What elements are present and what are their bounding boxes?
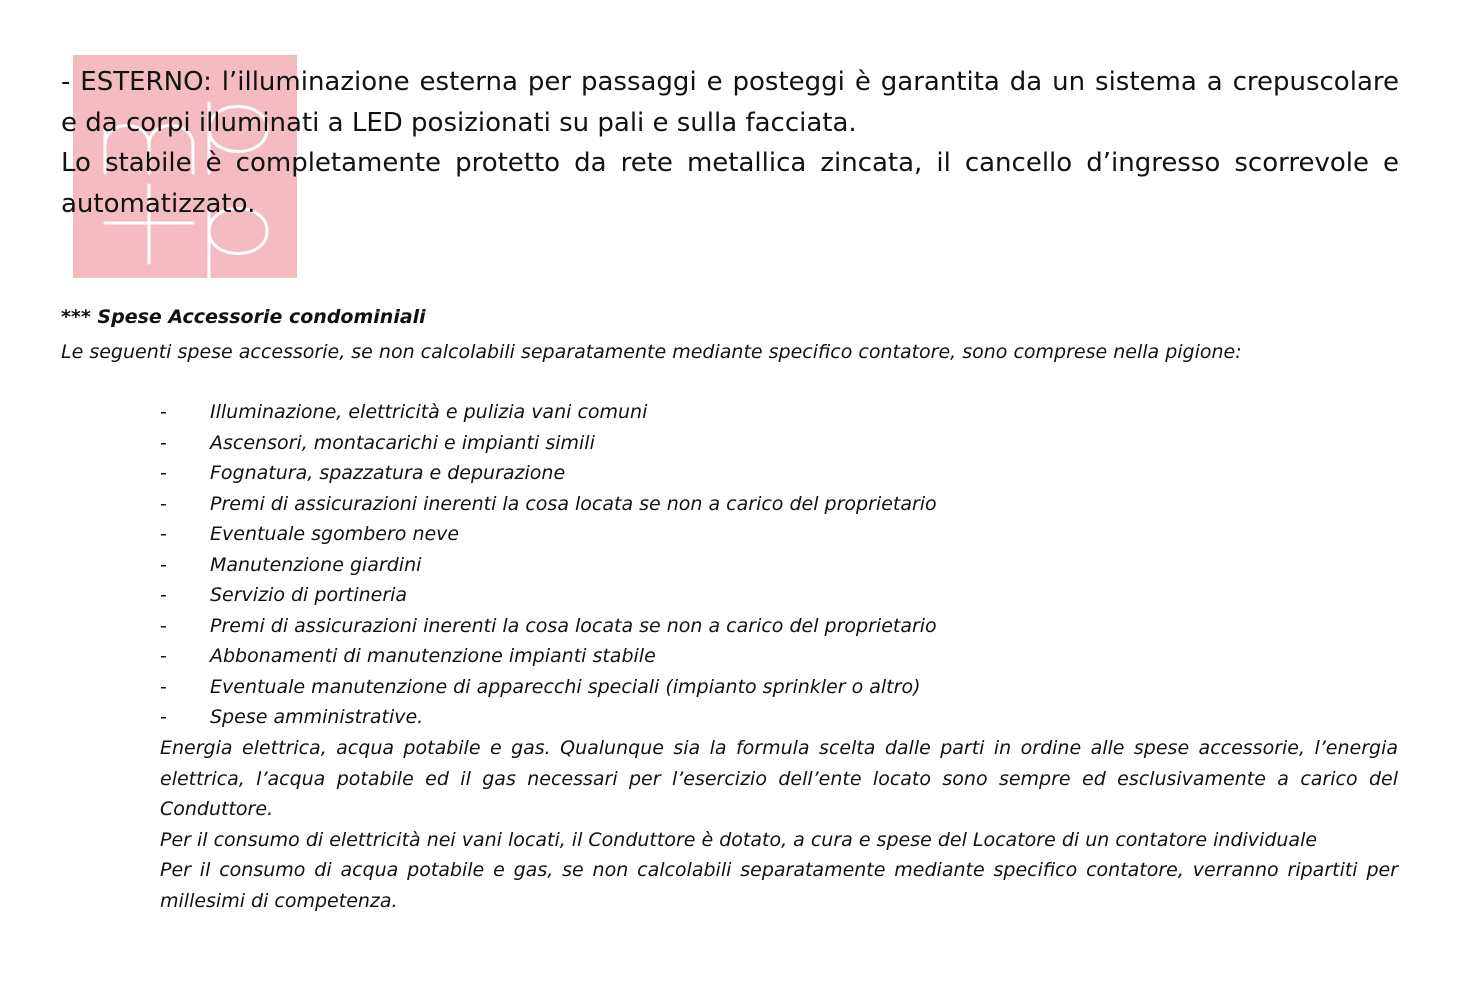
expense-list xyxy=(160,397,1398,733)
list-item xyxy=(160,702,1398,733)
closing-notes xyxy=(160,733,1398,916)
list-bullet: - xyxy=(160,462,167,484)
list-bullet: - xyxy=(160,645,167,667)
list-bullet: - xyxy=(160,553,167,576)
exterior-lighting-paragraph: - ESTERNO: l’illuminazione esterna per passaggi e posteggi è garantita da un sistema a crepuscolare e da corpi illuminati a LED posizionati su pali e sulla facciata. xyxy=(61,67,1399,138)
list-bullet: - xyxy=(160,614,167,637)
list-item xyxy=(160,611,1398,642)
list-bullet: - xyxy=(160,492,167,515)
list-item-text: Eventuale manutenzione di apparecchi speciali (impianto sprinkler o altro) xyxy=(210,675,921,698)
list-item-text: Ascensori, montacarichi e impianti simili xyxy=(210,431,595,454)
list-bullet: - xyxy=(160,431,167,454)
list-item xyxy=(160,641,1398,672)
list-bullet: - xyxy=(160,584,167,606)
list-item xyxy=(160,397,1398,428)
list-item xyxy=(160,580,1398,611)
water-gas-paragraph: Per il consumo di acqua potabile e gas, se non calcolabili separatamente mediante specifico contatore, verranno ripartiti per millesimi di competenza. xyxy=(160,859,1398,912)
list-item xyxy=(160,672,1398,703)
list-bullet: - xyxy=(160,706,167,728)
list-bullet: - xyxy=(160,523,167,545)
list-item-text: Spese amministrative. xyxy=(210,706,424,728)
electricity-meter-paragraph: Per il consumo di elettricità nei vani locati, il Conduttore è dotato, a cura e spese del Locatore di un contatore individuale xyxy=(160,828,1318,851)
list-item xyxy=(160,519,1398,550)
exterior-description xyxy=(61,62,1399,224)
list-item-text: Eventuale sgombero neve xyxy=(210,523,460,545)
list-bullet: - xyxy=(160,675,167,698)
list-item xyxy=(160,428,1398,459)
utilities-paragraph: Energia elettrica, acqua potabile e gas. Qualunque sia la formula scelta dalle parti in ordine alle spese accessorie, l’energia elettrica, l’acqua potabile ed il gas necessari per l’esercizio dell’ente locato sono sempre ed esclusivamente a carico del Conduttore. xyxy=(160,737,1398,820)
list-bullet: - xyxy=(160,401,167,423)
list-item-text: Premi di assicurazioni inerenti la cosa locata se non a carico del proprietario xyxy=(210,492,937,515)
list-item-text: Illuminazione, elettricità e pulizia vani comuni xyxy=(210,401,648,423)
fence-gate-paragraph: Lo stabile è completamente protetto da rete metallica zincata, il cancello d’ingresso scorrevole e automatizzato. xyxy=(61,148,1399,219)
list-item-text: Servizio di portineria xyxy=(210,584,408,606)
section-intro: Le seguenti spese accessorie, se non calcolabili separatamente mediante specifico contatore, sono comprese nella pigione: xyxy=(61,341,1242,363)
list-item-text: Fognatura, spazzatura e depurazione xyxy=(210,462,566,484)
list-item xyxy=(160,489,1398,520)
list-item-text: Manutenzione giardini xyxy=(210,553,422,576)
section-title: *** Spese Accessorie condominiali xyxy=(61,306,426,328)
list-item-text: Abbonamenti di manutenzione impianti stabile xyxy=(210,645,656,667)
list-item-text: Premi di assicurazioni inerenti la cosa locata se non a carico del proprietario xyxy=(210,614,937,637)
list-item xyxy=(160,458,1398,489)
list-item xyxy=(160,550,1398,581)
